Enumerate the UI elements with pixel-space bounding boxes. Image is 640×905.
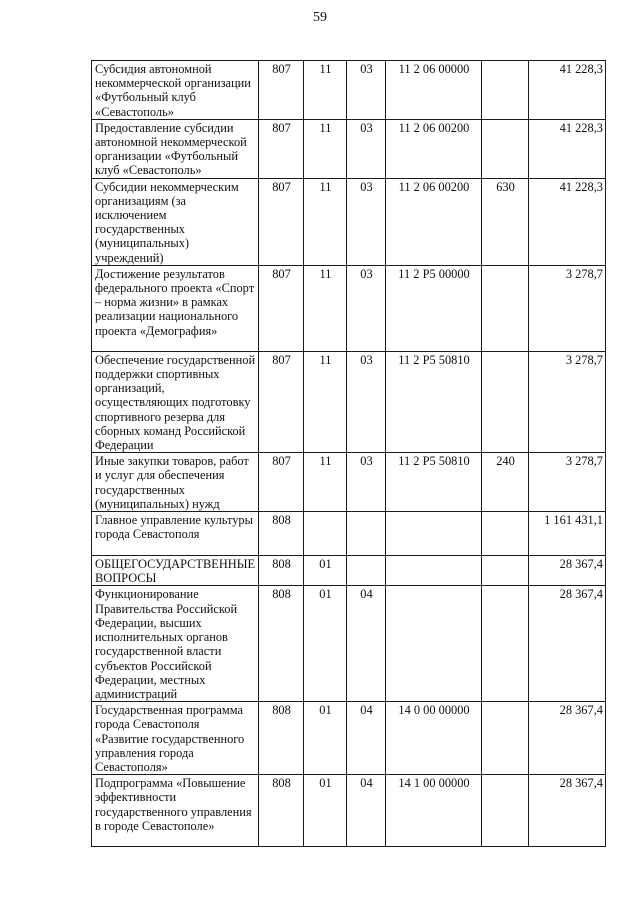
- cell-amount: 41 228,3: [529, 61, 606, 120]
- cell-name: Функционирование Правительства Российской Федерации, высших исполнительных органов государственной власти субъектов Российской Федерации, местных администраций: [92, 586, 259, 702]
- cell-name: Субсидии некоммерческим организациям (за исключением государственных (муниципальных) учреждений): [92, 178, 259, 265]
- cell-amount: 3 278,7: [529, 351, 606, 452]
- cell-amount: 28 367,4: [529, 775, 606, 847]
- cell-department-code: 807: [259, 351, 304, 452]
- cell-section-code: 11: [304, 453, 347, 512]
- cell-target-article: [386, 556, 482, 586]
- cell-amount: 28 367,4: [529, 702, 606, 775]
- cell-target-article: 11 2 P5 50810: [386, 453, 482, 512]
- cell-department-code: 807: [259, 61, 304, 120]
- cell-amount: 3 278,7: [529, 265, 606, 351]
- table-row: [92, 351, 606, 452]
- table-row: [92, 702, 606, 775]
- page-number: 59: [313, 10, 327, 25]
- cell-department-code: 808: [259, 512, 304, 556]
- table-row: [92, 453, 606, 512]
- cell-target-article: 11 2 06 00200: [386, 119, 482, 178]
- cell-department-code: 807: [259, 453, 304, 512]
- table-row: [92, 586, 606, 702]
- table-row: [92, 512, 606, 556]
- cell-expense-type: [482, 61, 529, 120]
- table-body: [92, 61, 606, 847]
- cell-section-code: 11: [304, 351, 347, 452]
- cell-subsection-code: [347, 556, 386, 586]
- cell-name: Обеспечение государственной поддержки спортивных организаций, осуществляющих подготовку спортивного резерва для сборных команд Российской Федерации: [92, 351, 259, 452]
- cell-name: Предоставление субсидии автономной некоммерческой организации «Футбольный клуб «Севастополь»: [92, 119, 259, 178]
- table-row: [92, 119, 606, 178]
- cell-target-article: 11 2 P5 00000: [386, 265, 482, 351]
- cell-expense-type: [482, 556, 529, 586]
- cell-section-code: [304, 512, 347, 556]
- cell-subsection-code: 04: [347, 702, 386, 775]
- cell-department-code: 807: [259, 265, 304, 351]
- cell-name: Иные закупки товаров, работ и услуг для обеспечения государственных (муниципальных) нужд: [92, 453, 259, 512]
- cell-target-article: 11 2 P5 50810: [386, 351, 482, 452]
- cell-section-code: 01: [304, 775, 347, 847]
- cell-target-article: [386, 512, 482, 556]
- budget-table: [91, 60, 606, 847]
- cell-expense-type: [482, 265, 529, 351]
- cell-department-code: 808: [259, 586, 304, 702]
- cell-subsection-code: 03: [347, 351, 386, 452]
- cell-name: Достижение результатов федерального проекта «Спорт – норма жизни» в рамках реализации национального проекта «Демография»: [92, 265, 259, 351]
- cell-department-code: 808: [259, 702, 304, 775]
- cell-subsection-code: 03: [347, 453, 386, 512]
- cell-department-code: 807: [259, 119, 304, 178]
- cell-subsection-code: 03: [347, 265, 386, 351]
- cell-expense-type: [482, 512, 529, 556]
- cell-name: ОБЩЕГОСУДАРСТВЕННЫЕ ВОПРОСЫ: [92, 556, 259, 586]
- cell-section-code: 01: [304, 702, 347, 775]
- cell-section-code: 01: [304, 556, 347, 586]
- cell-expense-type: [482, 586, 529, 702]
- cell-section-code: 11: [304, 119, 347, 178]
- cell-section-code: 01: [304, 586, 347, 702]
- cell-target-article: 14 0 00 00000: [386, 702, 482, 775]
- table-row: [92, 61, 606, 120]
- cell-name: Государственная программа города Севастополя «Развитие государственного управления города Севастополя»: [92, 702, 259, 775]
- cell-amount: 28 367,4: [529, 556, 606, 586]
- cell-expense-type: [482, 351, 529, 452]
- cell-department-code: 807: [259, 178, 304, 265]
- table-row: [92, 178, 606, 265]
- cell-name: Главное управление культуры города Севастополя: [92, 512, 259, 556]
- table-row: [92, 265, 606, 351]
- cell-amount: 41 228,3: [529, 119, 606, 178]
- cell-expense-type: 240: [482, 453, 529, 512]
- cell-subsection-code: [347, 512, 386, 556]
- cell-target-article: 11 2 06 00000: [386, 61, 482, 120]
- cell-section-code: 11: [304, 178, 347, 265]
- cell-department-code: 808: [259, 556, 304, 586]
- cell-name: Подпрограмма «Повышение эффективности государственного управления в городе Севастополе»: [92, 775, 259, 847]
- cell-expense-type: 630: [482, 178, 529, 265]
- cell-section-code: 11: [304, 265, 347, 351]
- table-row: [92, 775, 606, 847]
- cell-subsection-code: 03: [347, 178, 386, 265]
- cell-amount: 41 228,3: [529, 178, 606, 265]
- table-row: [92, 556, 606, 586]
- cell-target-article: [386, 586, 482, 702]
- cell-section-code: 11: [304, 61, 347, 120]
- cell-subsection-code: 03: [347, 119, 386, 178]
- cell-amount: 3 278,7: [529, 453, 606, 512]
- cell-subsection-code: 04: [347, 586, 386, 702]
- cell-expense-type: [482, 702, 529, 775]
- cell-target-article: 14 1 00 00000: [386, 775, 482, 847]
- cell-name: Субсидия автономной некоммерческой организации «Футбольный клуб «Севастополь»: [92, 61, 259, 120]
- cell-expense-type: [482, 775, 529, 847]
- cell-target-article: 11 2 06 00200: [386, 178, 482, 265]
- cell-department-code: 808: [259, 775, 304, 847]
- cell-amount: 1 161 431,1: [529, 512, 606, 556]
- cell-amount: 28 367,4: [529, 586, 606, 702]
- cell-expense-type: [482, 119, 529, 178]
- cell-subsection-code: 04: [347, 775, 386, 847]
- cell-subsection-code: 03: [347, 61, 386, 120]
